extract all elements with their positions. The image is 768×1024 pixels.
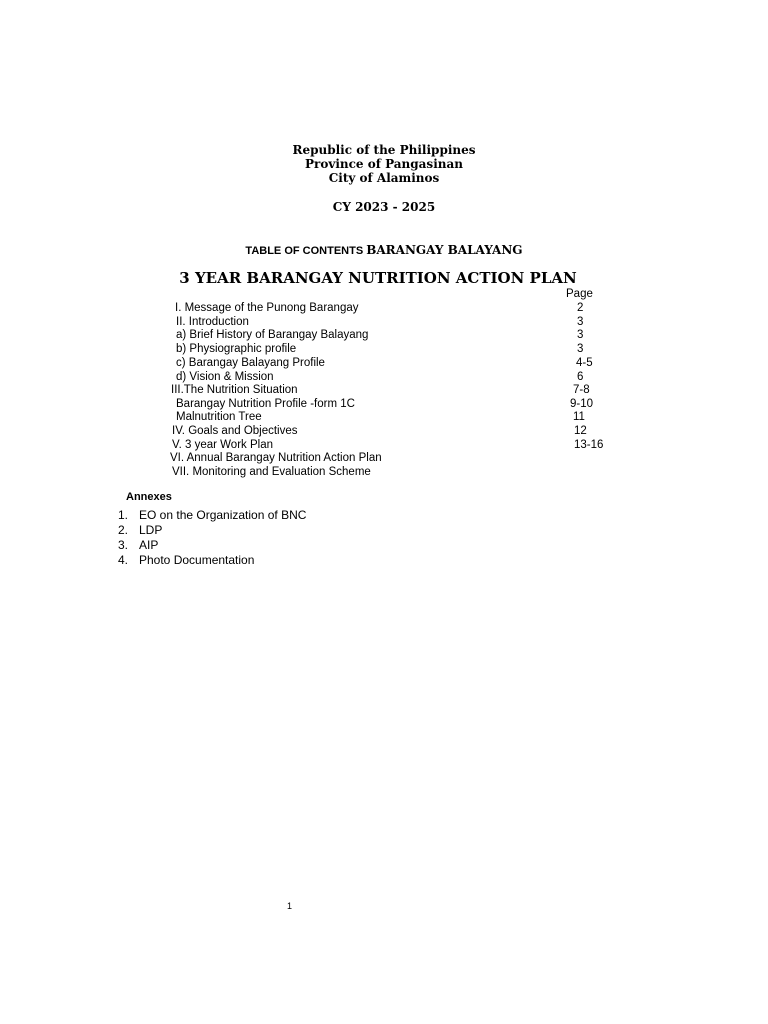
- header-province: Province of Pangasinan: [305, 157, 463, 171]
- toc-entry-page: 12: [574, 425, 587, 437]
- toc-entry-page: 7-8: [573, 384, 590, 396]
- toc-entry-page: 9-10: [570, 398, 594, 410]
- toc-entry-label: c) Barangay Balayang Profile: [176, 357, 325, 369]
- toc-entry-page: 13-16: [574, 439, 604, 451]
- toc-entry-page: 2: [577, 302, 584, 314]
- toc-entry-page: 3: [577, 329, 584, 341]
- toc-entry-label: IV. Goals and Objectives: [172, 425, 298, 437]
- toc-entry-label: Barangay Nutrition Profile -form 1C: [176, 398, 355, 410]
- annex-item-text: Photo Documentation: [139, 553, 255, 567]
- toc-heading-prefix: TABLE OF CONTENTS: [245, 245, 364, 257]
- annexes-heading: Annexes: [126, 491, 172, 503]
- annex-item-number: 2.: [118, 523, 129, 537]
- toc-entry-label: Malnutrition Tree: [176, 411, 262, 423]
- toc-entry-page: 3: [577, 316, 584, 328]
- header-year: CY 2023 - 2025: [332, 200, 436, 214]
- toc-entry-label: VI. Annual Barangay Nutrition Action Plan: [170, 452, 382, 464]
- toc-entry-label: b) Physiographic profile: [176, 343, 297, 355]
- toc-heading: [0, 242, 768, 259]
- header-city: City of Alaminos: [328, 171, 440, 185]
- toc-entry-label: I. Message of the Punong Barangay: [175, 302, 359, 314]
- toc-entry-label: II. Introduction: [176, 316, 249, 328]
- toc-entry-label: III.The Nutrition Situation: [171, 384, 298, 396]
- page-column-label: Page: [566, 288, 593, 300]
- toc-entry-label: a) Brief History of Barangay Balayang: [176, 329, 369, 341]
- annex-item-number: 4.: [118, 553, 129, 567]
- document-title: 3 YEAR BARANGAY NUTRITION ACTION PLAN: [179, 269, 577, 287]
- toc-entry-label: V. 3 year Work Plan: [172, 439, 273, 451]
- page-number: 1: [287, 901, 293, 911]
- toc-entry-label: VII. Monitoring and Evaluation Scheme: [172, 466, 371, 478]
- toc-entry-page: 6: [577, 371, 584, 383]
- toc-heading-barangay: BARANGAY BALAYANG: [366, 243, 523, 257]
- toc-entry-page: 3: [577, 343, 584, 355]
- annex-item-text: LDP: [139, 523, 163, 537]
- toc-entry-page: 4-5: [576, 357, 593, 369]
- annex-item-number: 3.: [118, 538, 129, 552]
- toc-entry-page: 11: [573, 411, 585, 423]
- annex-item-text: AIP: [139, 538, 159, 552]
- header-republic: Republic of the Philippines: [292, 143, 476, 157]
- annex-item-text: EO on the Organization of BNC: [139, 508, 307, 522]
- annex-item-number: 1.: [118, 508, 129, 522]
- toc-entry-label: d) Vision & Mission: [176, 371, 274, 383]
